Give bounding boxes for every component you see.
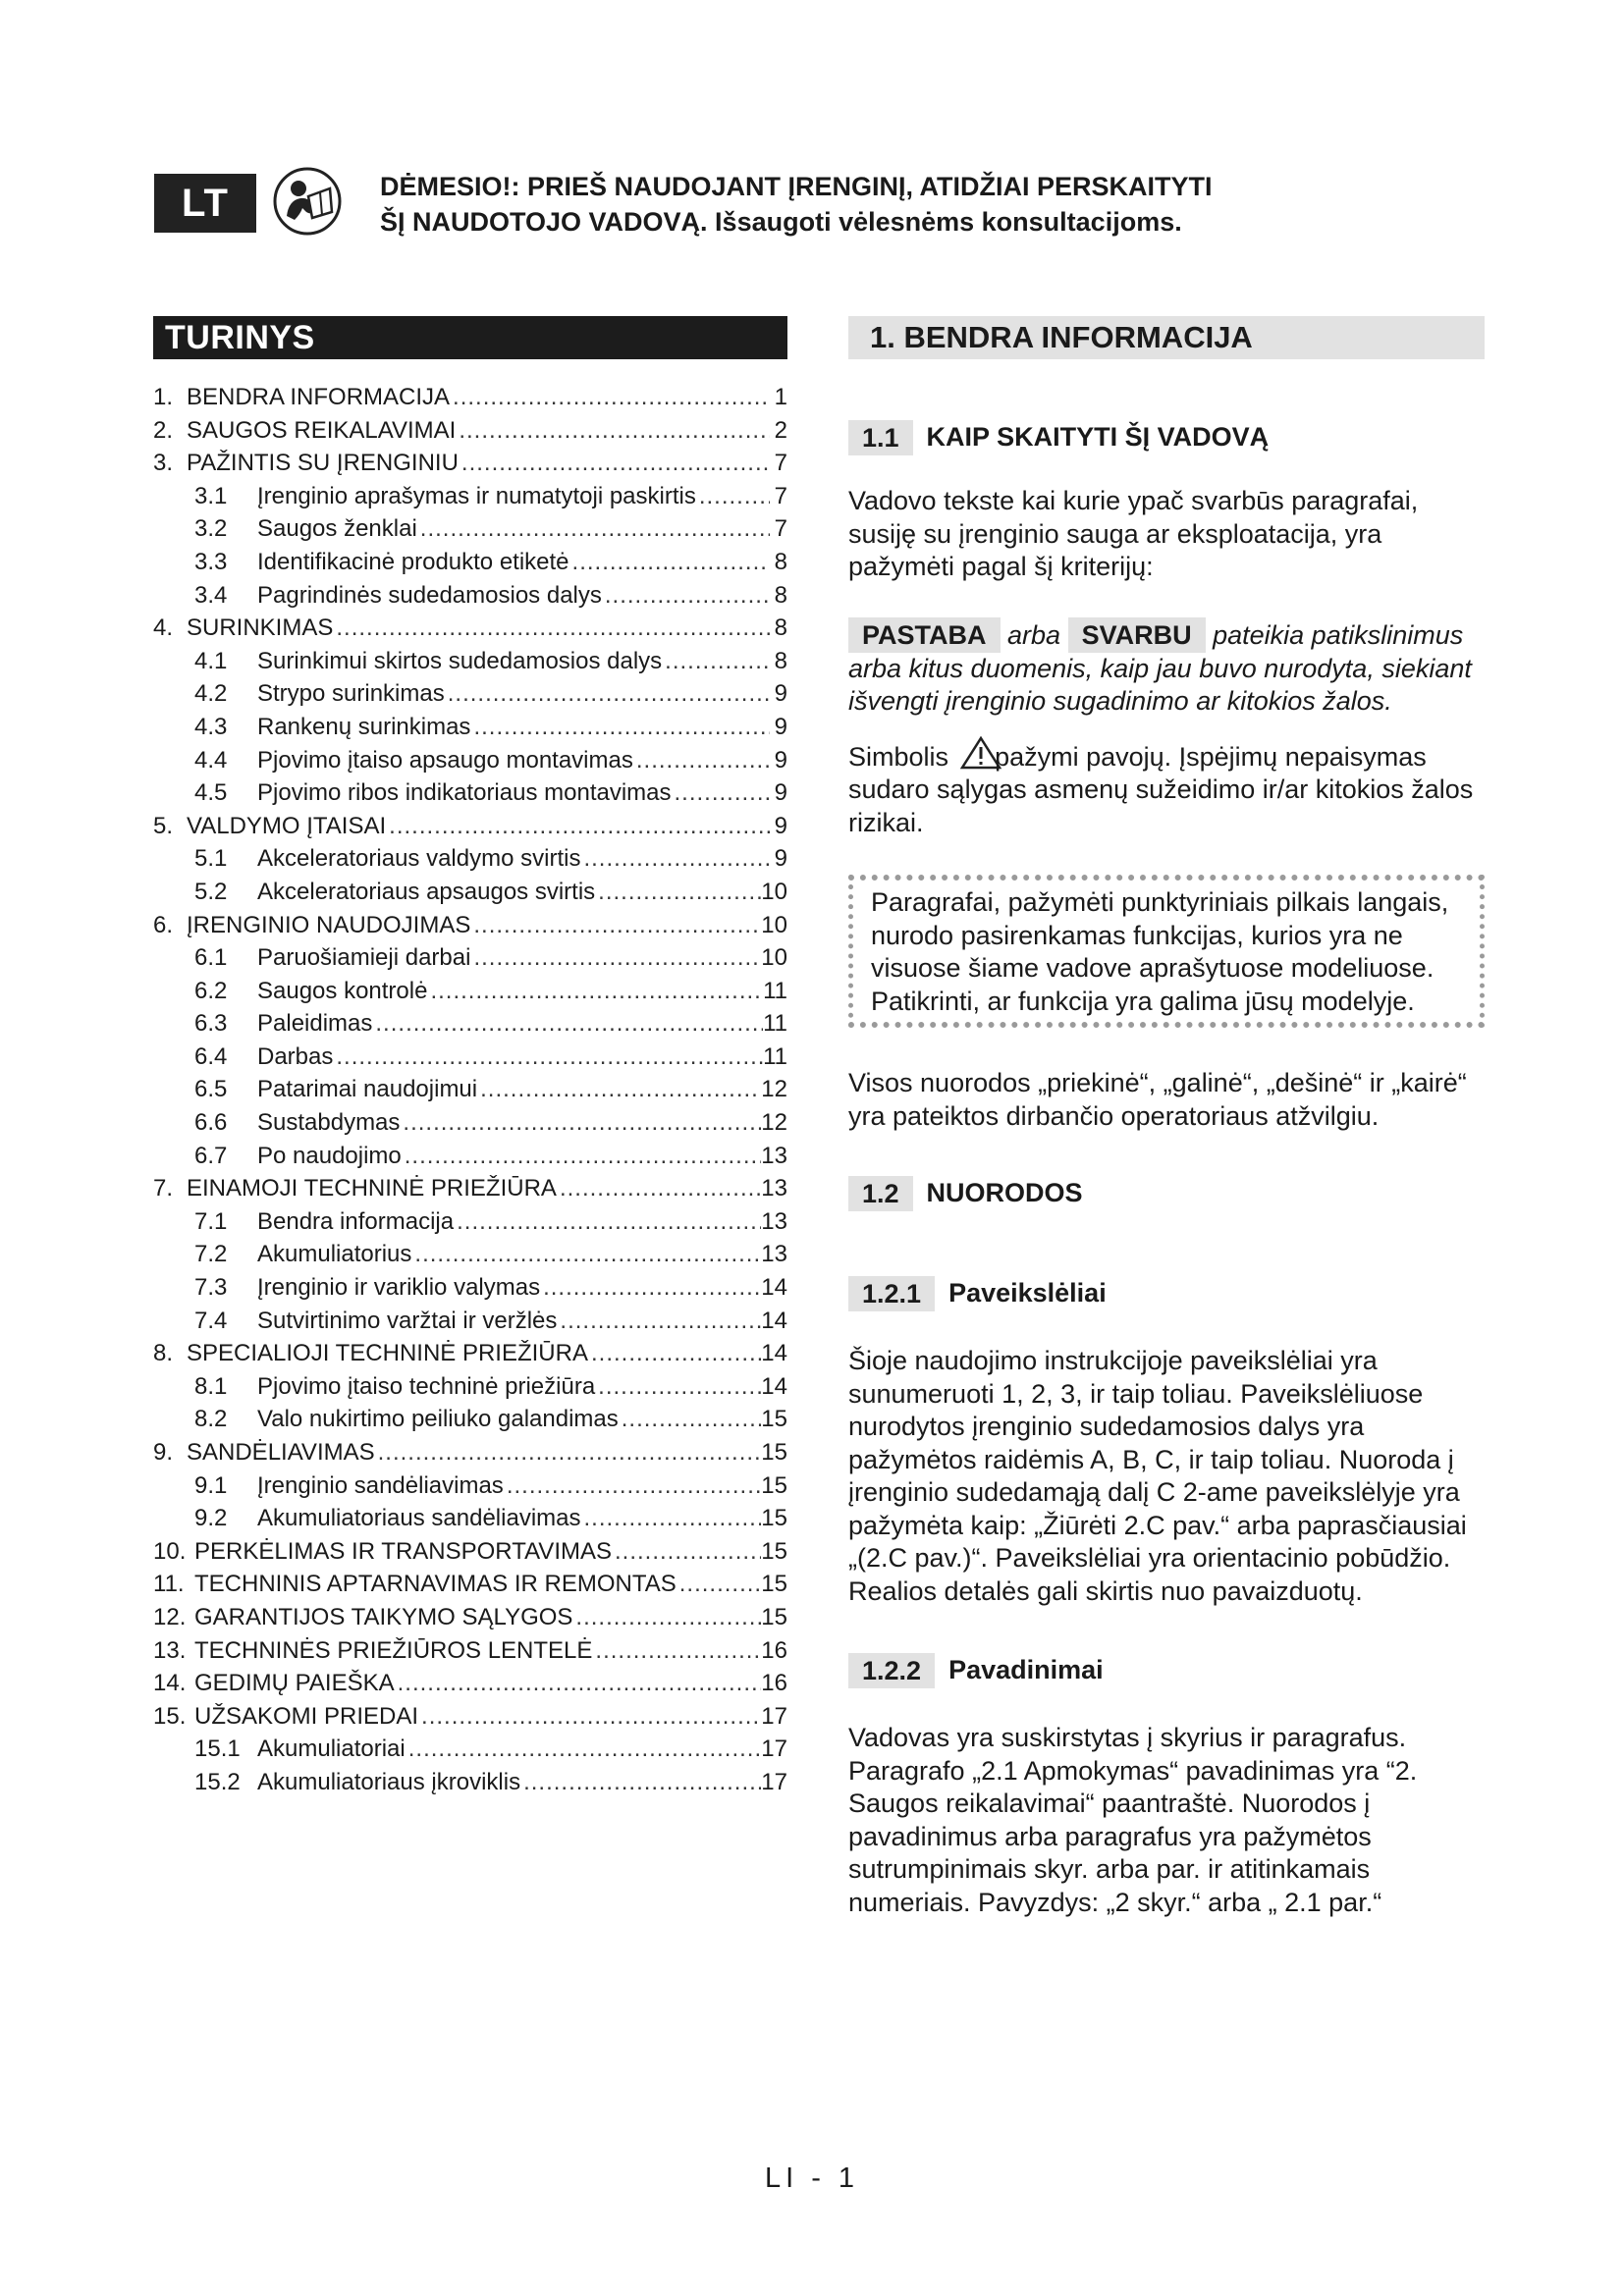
toc-entry[interactable] (153, 711, 787, 744)
toc-entry-number: 9. (153, 1439, 174, 1466)
toc-entry-number: 5. (153, 812, 174, 839)
toc-entry-page: 2 (774, 416, 787, 444)
toc-entry-label: Pagrindinės sudedamosios dalys (257, 581, 602, 609)
toc-entry-page: 11 (763, 1010, 787, 1038)
language-badge: LT (154, 174, 256, 233)
toc-entry-page: 9 (774, 779, 787, 807)
toc-entry-number: 9.1 (194, 1471, 228, 1499)
toc-dot-leader (520, 1766, 761, 1799)
toc-entry-label: Sustabdymas (257, 1109, 401, 1137)
subsection-title: NUORODOS (926, 1178, 1083, 1208)
toc-dot-leader (633, 744, 770, 777)
toc-entry-number: 14. (153, 1670, 187, 1697)
optional-feature-text: Paragrafai, pažymėti punktyriniais pilkais langais, nurodo pasirenkamas funkcijas, kurios yra ne visuose šiame vadove aprašytuose modeliuose. Patikrinti, ar funkcija yra galima jūsų modelyje. (871, 887, 1449, 1016)
toc-entry-number: 8.1 (194, 1372, 228, 1400)
toc-entry-label: Saugos kontrolė (257, 977, 428, 1004)
figures-paragraph: Šioje naudojimo instrukcijoje paveikslėliai yra sunumeruoti 1, 2, 3, ir taip toliau. Paveikslėliuose nurodytos įrenginio sudedamosios dalys yra pažymėtos raidėmis A, B, C, ir taip toliau. Nuoroda į įrenginio sudedamąją dalį C 2-ame paveikslėlyje yra pažymėta kaip: „Žiūrėti 2.C pav.“ arba paprasčiausiai „(2.C pav.)“. Paveikslėliai yra orientacinio pobūdžio. Realios detalės gali skirtis nuo pavaizduotų. (848, 1346, 1467, 1606)
toc-entry-number: 6.2 (194, 977, 228, 1004)
toc-entry-label: PAŽINTIS SU ĮRENGINIU (187, 450, 459, 477)
toc-entry-page: 12 (761, 1076, 787, 1103)
toc-entry-label: Įrenginio ir variklio valymas (257, 1274, 541, 1302)
toc-dot-leader (557, 1172, 761, 1205)
toc-entry-label: Bendra informacija (257, 1207, 455, 1235)
toc-dot-leader (395, 1667, 762, 1700)
toc-entry-label: Strypo surinkimas (257, 680, 445, 708)
toc-list (153, 381, 787, 1799)
toc-dot-leader (588, 1337, 761, 1370)
toc-entry-label: Identifikacinė produkto etiketė (257, 548, 569, 575)
subsection-number: 1.2 (848, 1176, 913, 1211)
toc-title: TURINYS (153, 316, 787, 359)
toc-dot-leader (619, 1403, 762, 1436)
toc-dot-leader (375, 1436, 762, 1469)
subsection-1-2-2-heading (848, 1653, 1485, 1688)
toc-entry-page: 1 (774, 384, 787, 410)
toc-entry-number: 2. (153, 416, 174, 444)
toc-entry-label: Valo nukirtimo peiliuko galandimas (257, 1406, 619, 1433)
toc-entry[interactable] (153, 1436, 787, 1469)
toc-entry-label: Akumuliatoriai (257, 1735, 406, 1763)
toc-entry-number: 1. (153, 384, 174, 410)
subsection-number: 1.2.2 (848, 1653, 935, 1688)
toc-dot-leader (595, 1370, 761, 1404)
toc-entry-page: 16 (761, 1636, 787, 1664)
subsection-title: KAIP SKAITYTI ŠĮ VADOVĄ (926, 422, 1270, 453)
toc-entry-number: 3.4 (194, 581, 228, 609)
toc-entry-page: 9 (774, 845, 787, 873)
toc-dot-leader (672, 776, 771, 810)
directions-paragraph: Visos nuorodos „priekinė“, „galinė“, „dešinė“ ir „kairė“ yra pateiktos dirbančio operatoriaus atžvilgiu. (848, 1068, 1467, 1131)
toc-dot-leader (557, 1305, 761, 1338)
subsection-1-2-heading (848, 1176, 1485, 1211)
toc-entry[interactable] (153, 810, 787, 843)
toc-entry[interactable] (153, 1172, 787, 1205)
toc-entry[interactable] (153, 975, 787, 1008)
toc-dot-leader (456, 414, 770, 448)
toc-dot-leader (470, 909, 761, 942)
read-manual-icon (273, 167, 342, 236)
toc-entry-number: 4. (153, 614, 174, 642)
toc-entry-label: SANDĖLIAVIMAS (187, 1439, 375, 1466)
toc-dot-leader (602, 579, 770, 613)
toc-entry-number: 7.4 (194, 1307, 228, 1334)
toc-entry-number: 6. (153, 911, 174, 938)
toc-entry-label: Akceleratoriaus apsaugos svirtis (257, 878, 596, 905)
toc-entry-number: 7. (153, 1175, 174, 1202)
toc-entry[interactable] (153, 1238, 787, 1271)
toc-entry-label: Pjovimo įtaiso apsaugo montavimas (257, 746, 633, 774)
toc-entry-page: 7 (774, 450, 787, 477)
toc-dot-leader (696, 480, 770, 513)
toc-entry-page: 14 (761, 1372, 787, 1400)
toc-entry[interactable] (153, 1305, 787, 1338)
toc-dot-leader (450, 381, 770, 414)
toc-entry-page: 11 (763, 977, 787, 1004)
toc-entry-number: 3.3 (194, 548, 228, 575)
toc-entry-page: 8 (774, 647, 787, 674)
toc-entry-page: 10 (761, 911, 787, 938)
toc-entry-label: Įrenginio sandėliavimas (257, 1471, 504, 1499)
toc-entry[interactable] (153, 909, 787, 942)
toc-entry-label: Po naudojimo (257, 1142, 402, 1169)
toc-entry-page: 15 (761, 1537, 787, 1565)
toc-entry[interactable] (153, 1140, 787, 1173)
toc-entry-page: 8 (774, 614, 787, 642)
toc-dot-leader (677, 1568, 762, 1601)
toc-entry-label: GARANTIJOS TAIKYMO SĄLYGOS (194, 1603, 573, 1630)
toc-entry[interactable] (153, 677, 787, 711)
toc-entry-page: 9 (774, 713, 787, 740)
toc-entry[interactable] (153, 1634, 787, 1668)
toc-entry-label: Akumuliatoriaus sandėliavimas (257, 1505, 581, 1532)
toc-dot-leader (470, 711, 770, 744)
note-tag: PASTABA (848, 617, 1001, 653)
toc-entry[interactable] (153, 1700, 787, 1734)
toc-entry-number: 4.1 (194, 647, 228, 674)
note-paragraph (848, 617, 1485, 719)
toc-entry-label: BENDRA INFORMACIJA (187, 384, 451, 410)
titles-paragraph: Vadovas yra suskirstytas į skyrius ir paragrafus. Paragrafo „2.1 Apmokymas“ pavadinimas yra “2. Saugos reikalavimai“ paantraštė. Nuorodos į pavadinimus arba paragrafus yra pažymėtos sutrumpinimais skyr. arba par. ir atitinkamais numeriais. Pavyzdys: „2 skyr.“ arba „ 2.1 par.“ (848, 1723, 1418, 1917)
toc-entry-number: 6.5 (194, 1076, 228, 1103)
toc-dot-leader (470, 941, 761, 975)
toc-dot-leader (427, 975, 763, 1008)
toc-dot-leader (662, 645, 770, 678)
toc-dot-leader (333, 612, 770, 645)
toc-entry-number: 15. (153, 1702, 187, 1730)
toc-entry[interactable] (153, 1766, 787, 1799)
note-text: pateikia patikslinimus arba kitus duomenis, kaip jau buvo nurodyta, siekiant išvengti įrenginio sugadinimo ar kitokios žalos. (848, 619, 1472, 716)
toc-entry[interactable] (153, 1205, 787, 1239)
intro-paragraph: Vadovo tekste kai kurie ypač svarbūs paragrafai, susiję su įrenginio sauga ar eksploatacija, yra pažymėti pagal šį kriterijų: (848, 486, 1419, 581)
subsection-number: 1.1 (848, 420, 913, 455)
toc-entry[interactable] (153, 1502, 787, 1535)
toc-entry-page: 7 (774, 482, 787, 509)
toc-entry[interactable] (153, 1073, 787, 1106)
optional-feature-box (848, 875, 1485, 1028)
toc-entry-page: 15 (761, 1505, 787, 1532)
toc-entry-number: 7.2 (194, 1241, 228, 1268)
toc-entry-label: Paruošiamieji darbai (257, 944, 471, 972)
toc-entry-page: 9 (774, 746, 787, 774)
toc-dot-leader (540, 1271, 761, 1305)
toc-entry-number: 4.2 (194, 680, 228, 708)
toc-entry-page: 11 (763, 1042, 787, 1070)
toc-entry-page: 8 (774, 581, 787, 609)
toc-entry-page: 15 (761, 1406, 787, 1433)
toc-entry-page: 13 (761, 1207, 787, 1235)
toc-entry-label: Akumuliatoriaus įkroviklis (257, 1768, 521, 1795)
toc-dot-leader (454, 1205, 761, 1239)
toc-dot-leader (418, 1700, 761, 1734)
toc-dot-leader (402, 1140, 762, 1173)
toc-entry-label: ĮRENGINIO NAUDOJIMAS (187, 911, 471, 938)
toc-dot-leader (406, 1733, 762, 1766)
toc-dot-leader (411, 1238, 761, 1271)
toc-entry-number: 4.5 (194, 779, 228, 807)
toc-entry-number: 11. (153, 1571, 185, 1598)
toc-entry[interactable] (153, 1337, 787, 1370)
toc-entry-number: 3.2 (194, 515, 228, 543)
toc-entry-page: 14 (761, 1274, 787, 1302)
symbol-paragraph (848, 736, 1485, 840)
toc-entry-page: 10 (761, 944, 787, 972)
toc-entry-number: 8.2 (194, 1406, 228, 1433)
toc-entry-label: Rankenų surinkimas (257, 713, 471, 740)
toc-entry-number: 15.2 (194, 1768, 241, 1795)
toc-entry[interactable] (153, 1667, 787, 1700)
toc-entry-number: 5.2 (194, 878, 228, 905)
toc-entry[interactable] (153, 1271, 787, 1305)
toc-entry-number: 6.4 (194, 1042, 228, 1070)
toc-entry-page: 13 (761, 1241, 787, 1268)
table-of-contents (153, 316, 787, 1799)
toc-entry-page: 15 (761, 1571, 787, 1598)
toc-entry[interactable] (153, 512, 787, 546)
toc-entry-label: GEDIMŲ PAIEŠKA (194, 1670, 395, 1697)
toc-entry-page: 14 (761, 1340, 787, 1367)
toc-entry[interactable] (153, 1106, 787, 1140)
toc-dot-leader (445, 677, 770, 711)
toc-dot-leader (477, 1073, 761, 1106)
toc-entry[interactable] (153, 612, 787, 645)
subsection-1-2-1-heading (848, 1276, 1485, 1311)
toc-entry-label: Sutvirtinimo varžtai ir veržlės (257, 1307, 558, 1334)
toc-entry-page: 16 (761, 1670, 787, 1697)
toc-entry[interactable] (153, 876, 787, 909)
toc-dot-leader (612, 1535, 761, 1569)
toc-entry[interactable] (153, 381, 787, 414)
or-word: arba (1007, 619, 1061, 650)
toc-entry-number: 7.1 (194, 1207, 228, 1235)
toc-entry-number: 10. (153, 1537, 187, 1565)
toc-entry[interactable] (153, 447, 787, 480)
toc-dot-leader (569, 546, 770, 579)
toc-dot-leader (595, 876, 761, 909)
toc-entry-label: TECHNINIS APTARNAVIMAS IR REMONTAS (194, 1571, 677, 1598)
toc-entry[interactable] (153, 579, 787, 613)
read-manual-warning (380, 169, 1362, 240)
toc-entry-number: 4.3 (194, 713, 228, 740)
toc-entry-label: EINAMOJI TECHNINĖ PRIEŽIŪRA (187, 1175, 557, 1202)
toc-entry-label: Įrenginio aprašymas ir numatytoji paskirtis (257, 482, 696, 509)
toc-entry-label: Pjovimo įtaiso techninė priežiūra (257, 1372, 596, 1400)
toc-entry-page: 15 (761, 1471, 787, 1499)
toc-entry-page: 12 (761, 1109, 787, 1137)
toc-entry-label: SPECIALIOJI TECHNINĖ PRIEŽIŪRA (187, 1340, 588, 1367)
toc-entry-page: 9 (774, 812, 787, 839)
symbol-pre-text: Simbolis (848, 741, 949, 772)
toc-entry-number: 13. (153, 1636, 187, 1664)
toc-entry[interactable] (153, 1370, 787, 1404)
toc-entry-page: 17 (761, 1702, 787, 1730)
toc-entry[interactable] (153, 1568, 787, 1601)
subsection-title: Paveikslėliai (948, 1278, 1107, 1308)
toc-dot-leader (417, 512, 770, 546)
toc-entry[interactable] (153, 842, 787, 876)
toc-entry[interactable] (153, 1007, 787, 1041)
toc-entry-page: 7 (774, 515, 787, 543)
toc-entry-number: 6.6 (194, 1109, 228, 1137)
toc-dot-leader (580, 1502, 761, 1535)
toc-dot-leader (504, 1469, 761, 1503)
important-tag: SVARBU (1068, 617, 1206, 653)
section-title: 1. BENDRA INFORMACIJA (848, 316, 1485, 359)
toc-entry-label: SAUGOS REIKALAVIMAI (187, 416, 457, 444)
toc-entry-number: 3.1 (194, 482, 228, 509)
toc-entry-number: 7.3 (194, 1274, 228, 1302)
toc-entry-label: Akceleratoriaus valdymo svirtis (257, 845, 581, 873)
toc-entry-number: 6.3 (194, 1010, 228, 1038)
toc-entry-label: Patarimai naudojimui (257, 1076, 478, 1103)
symbol-post-text: pažymi pavojų. Įspėjimų nepaisymas sudaro sąlygas asmenų sužeidimo ir/ar kitokios žalos rizikai. (848, 741, 1474, 837)
toc-entry-number: 4.4 (194, 746, 228, 774)
toc-entry[interactable] (153, 1601, 787, 1634)
toc-entry[interactable] (153, 1403, 787, 1436)
toc-entry-number: 5.1 (194, 845, 228, 873)
subsection-number: 1.2.1 (848, 1276, 935, 1311)
toc-entry-number: 3. (153, 450, 174, 477)
toc-dot-leader (372, 1007, 763, 1041)
toc-entry-label: PERKĖLIMAS IR TRANSPORTAVIMAS (194, 1537, 612, 1565)
toc-entry[interactable] (153, 744, 787, 777)
toc-entry-label: Surinkimui skirtos sudedamosios dalys (257, 647, 663, 674)
toc-entry[interactable] (153, 480, 787, 513)
toc-dot-leader (572, 1601, 761, 1634)
toc-entry-number: 6.7 (194, 1142, 228, 1169)
toc-entry[interactable] (153, 546, 787, 579)
toc-entry[interactable] (153, 414, 787, 448)
toc-entry[interactable] (153, 1733, 787, 1766)
toc-entry-label: SURINKIMAS (187, 614, 334, 642)
toc-dot-leader (592, 1634, 761, 1668)
warning-line-2: ŠĮ NAUDOTOJO VADOVĄ. Išsaugoti vėlesnėms konsultacijoms. (380, 207, 1182, 237)
toc-dot-leader (400, 1106, 761, 1140)
toc-entry-page: 17 (761, 1768, 787, 1795)
toc-entry-page: 13 (761, 1175, 787, 1202)
toc-entry[interactable] (153, 1041, 787, 1074)
toc-entry-number: 6.1 (194, 944, 228, 972)
warning-line-1: DĖMESIO!: PRIEŠ NAUDOJANT ĮRENGINĮ, ATIDŽIAI PERSKAITYTI (380, 172, 1213, 201)
toc-entry-label: Darbas (257, 1042, 334, 1070)
toc-entry-page: 13 (761, 1142, 787, 1169)
toc-entry[interactable] (153, 1535, 787, 1569)
toc-entry[interactable] (153, 645, 787, 678)
toc-dot-leader (580, 842, 770, 876)
toc-entry-label: Saugos ženklai (257, 515, 417, 543)
toc-entry-page: 15 (761, 1439, 787, 1466)
toc-entry-label: Paleidimas (257, 1010, 373, 1038)
toc-entry-label: UŽSAKOMI PRIEDAI (194, 1702, 419, 1730)
page-number: LI - 1 (764, 2163, 860, 2194)
toc-entry-label: TECHNINĖS PRIEŽIŪROS LENTELĖ (194, 1636, 593, 1664)
subsection-1-1-heading (848, 420, 1485, 455)
toc-entry[interactable] (153, 776, 787, 810)
toc-entry-number: 8. (153, 1340, 174, 1367)
toc-entry-page: 8 (774, 548, 787, 575)
toc-dot-leader (459, 447, 770, 480)
toc-entry-page: 15 (761, 1603, 787, 1630)
toc-entry-number: 12. (153, 1603, 187, 1630)
toc-entry-label: Pjovimo ribos indikatoriaus montavimas (257, 779, 672, 807)
toc-entry-number: 15.1 (194, 1735, 241, 1763)
toc-entry[interactable] (153, 1469, 787, 1503)
toc-entry-number: 9.2 (194, 1505, 228, 1532)
toc-dot-leader (333, 1041, 763, 1074)
toc-entry-label: Akumuliatorius (257, 1241, 412, 1268)
toc-entry[interactable] (153, 941, 787, 975)
subsection-title: Pavadinimai (948, 1655, 1104, 1685)
toc-entry-page: 9 (774, 680, 787, 708)
section-general-information (848, 316, 1485, 1919)
toc-entry-page: 14 (761, 1307, 787, 1334)
toc-entry-page: 10 (761, 878, 787, 905)
toc-entry-label: VALDYMO ĮTAISAI (187, 812, 387, 839)
toc-entry-page: 17 (761, 1735, 787, 1763)
toc-dot-leader (386, 810, 770, 843)
